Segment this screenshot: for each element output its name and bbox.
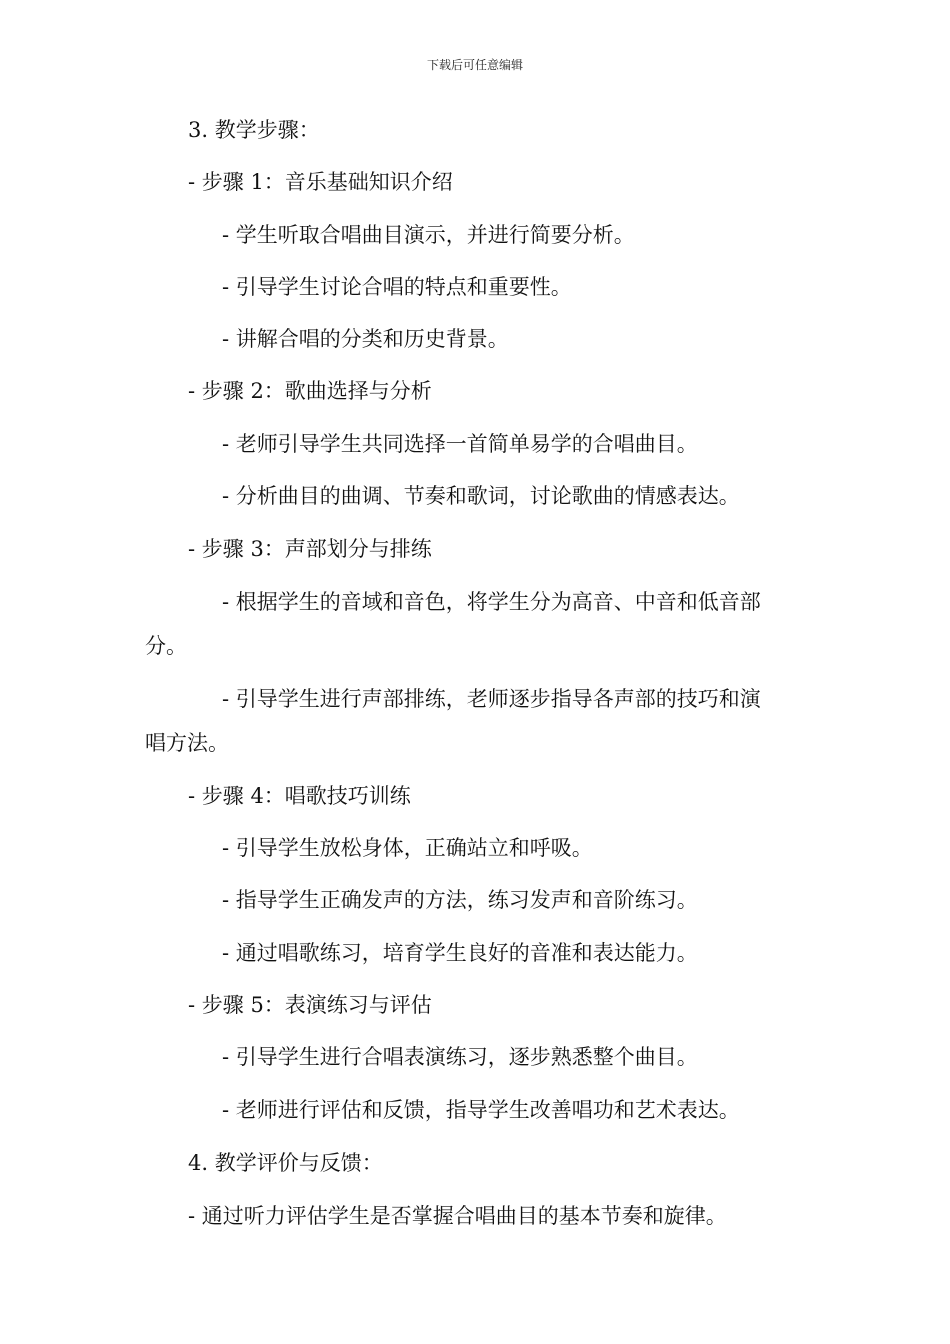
step-heading: - 步骤 3：声部划分与排练 [188, 537, 432, 561]
step-heading: - 步骤 1：音乐基础知识介绍 [188, 170, 453, 194]
list-item-continuation: 唱方法。 [145, 731, 229, 755]
list-item: - 通过听力评估学生是否掌握合唱曲目的基本节奏和旋律。 [188, 1204, 727, 1228]
section-heading: 3. 教学步骤： [188, 118, 320, 142]
list-item: - 引导学生放松身体，正确站立和呼吸。 [222, 836, 593, 860]
step-heading: - 步骤 4：唱歌技巧训练 [188, 784, 411, 808]
list-item: - 引导学生进行声部排练，老师逐步指导各声部的技巧和演 [222, 687, 761, 711]
list-item: - 学生听取合唱曲目演示，并进行简要分析。 [222, 223, 635, 247]
page-header: 下载后可任意编辑 [426, 58, 523, 72]
list-item: - 引导学生进行合唱表演练习，逐步熟悉整个曲目。 [222, 1045, 698, 1069]
step-heading: - 步骤 5：表演练习与评估 [188, 993, 432, 1017]
list-item-continuation: 分。 [145, 634, 187, 658]
list-item: - 引导学生讨论合唱的特点和重要性。 [222, 275, 572, 299]
list-item: - 根据学生的音域和音色，将学生分为高音、中音和低音部 [222, 590, 761, 614]
list-item: - 指导学生正确发声的方法，练习发声和音阶练习。 [222, 888, 698, 912]
step-heading: - 步骤 2：歌曲选择与分析 [188, 379, 432, 403]
list-item: - 讲解合唱的分类和历史背景。 [222, 327, 509, 351]
list-item: - 老师进行评估和反馈，指导学生改善唱功和艺术表达。 [222, 1098, 740, 1122]
section-heading: 4. 教学评价与反馈： [188, 1151, 383, 1175]
list-item: - 老师引导学生共同选择一首简单易学的合唱曲目。 [222, 432, 698, 456]
list-item: - 分析曲目的曲调、节奏和歌词，讨论歌曲的情感表达。 [222, 484, 740, 508]
list-item: - 通过唱歌练习，培育学生良好的音准和表达能力。 [222, 941, 698, 965]
